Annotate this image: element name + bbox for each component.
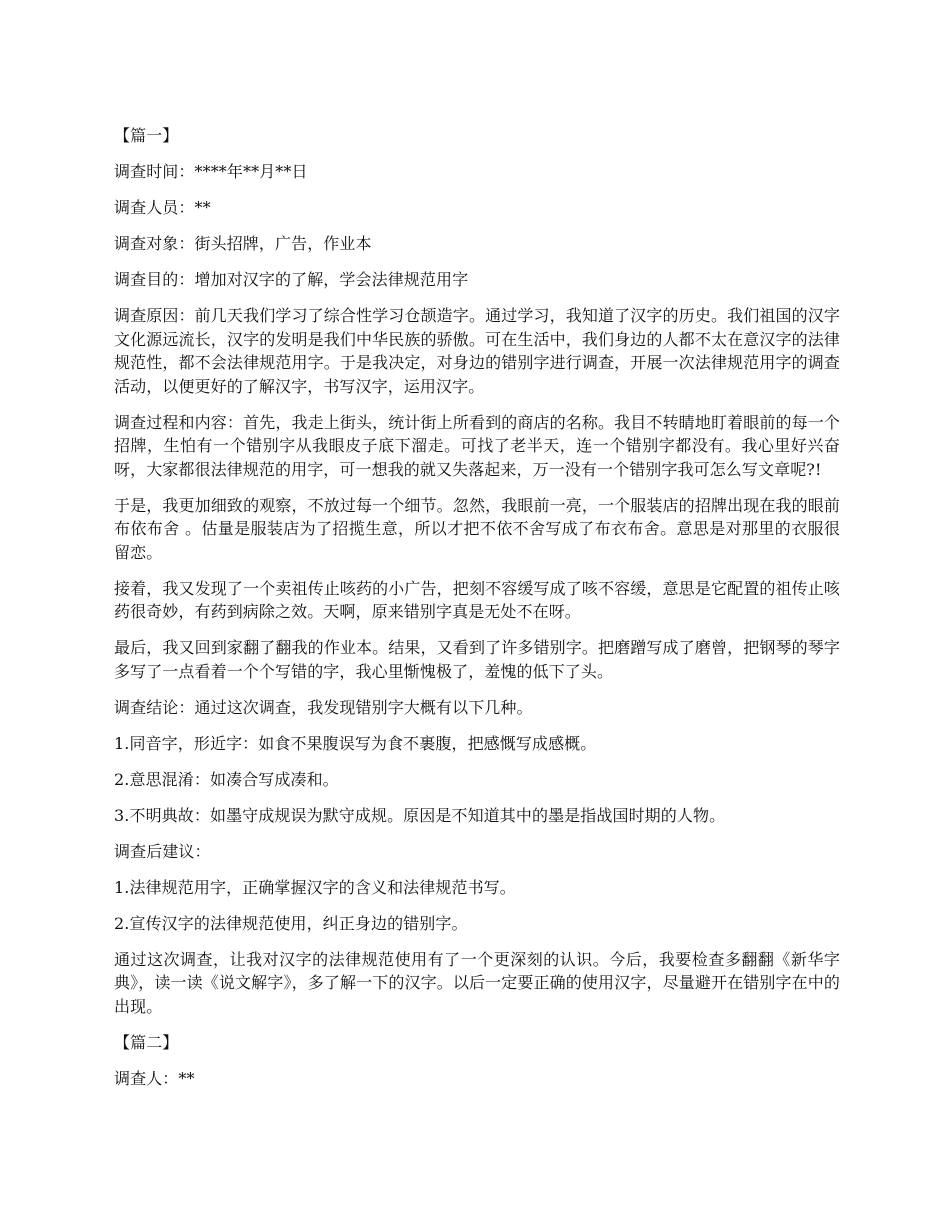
surveyor-line: 调查人员：** xyxy=(114,198,211,217)
survey-subject-line: 调查对象：街头招牌，广告，作业本 xyxy=(114,234,372,253)
section-heading-part-one: 【篇一】 xyxy=(114,126,179,145)
survey-time-line: 调查时间：****年**月**日 xyxy=(114,162,308,181)
list-item: 1.同音字，形近字：如食不果腹误写为食不裹腹，把感慨写成感概。 xyxy=(114,733,597,753)
body-paragraph: 于是，我更加细致的观察，不放过每一个细节。忽然，我眼前一亮，一个服装店的招牌出现在我的眼前布依布舍 。估量是服装店为了招揽生意，所以才把不依不舍写成了布衣布舍。意思是对那里的衣服很留恋。 xyxy=(114,495,840,562)
survey-process-paragraph: 调查过程和内容：首先，我走上街头，统计街上所看到的商店的名称。我目不转睛地盯着眼前的每一个招牌，生怕有一个错别字从我眼皮子底下溜走。可找了老半天，连一个错别字都没有。我心里好兴奋呀，大家都很法律规范的用字，可一想我的就又失落起来，万一没有一个错别字我可怎么写文章呢?! xyxy=(114,412,840,479)
list-item: 3.不明典故：如墨守成规误为默守成规。原因是不知道其中的墨是指战国时期的人物。 xyxy=(114,805,726,825)
body-paragraph: 最后，我又回到家翻了翻我的作业本。结果，又看到了许多错别字。把磨蹭写成了磨曾，把钢琴的琴字多写了一点看着一个个写错的字，我心里惭愧极了，羞愧的低下了头。 xyxy=(114,638,840,681)
closing-paragraph: 通过这次调查，让我对汉字的法律规范使用有了一个更深刻的认识。今后，我要检查多翻翻《新华字典》，读一读《说文解字》，多了解一下的汉字。以后一定要正确的使用汉字，尽量避开在错别字在中的出现。 xyxy=(114,949,840,1016)
list-item: 2.宣传汉字的法律规范使用，纠正身边的错别字。 xyxy=(114,913,468,933)
survey-conclusion-line: 调查结论：通过这次调查，我发现错别字大概有以下几种。 xyxy=(114,697,533,717)
survey-reason-paragraph: 调查原因：前几天我们学习了综合性学习仓颉造字。通过学习，我知道了汉字的历史。我们祖国的汉字文化源远流长，汉字的发明是我们中华民族的骄傲。可在生活中，我们身边的人都不太在意汉字的法律规范性，都不会法律规范用字。于是我决定，对身边的错别字进行调查，开展一次法律规范用字的调查活动，以便更好的了解汉字，书写汉字，运用汉字。 xyxy=(114,306,840,396)
suggestions-heading: 调查后建议： xyxy=(114,841,211,861)
section-heading-part-two: 【篇二】 xyxy=(114,1032,179,1052)
list-item: 1.法律规范用字，正确掌握汉字的含义和法律规范书写。 xyxy=(114,877,516,897)
document-body xyxy=(114,124,840,1103)
surveyor-line: 调查人：** xyxy=(114,1068,195,1088)
list-item: 2.意思混淆：如凑合写成凑和。 xyxy=(114,769,339,789)
body-paragraph: 接着，我又发现了一个卖祖传止咳药的小广告，把刻不容缓写成了咳不容缓，意思是它配置的祖传止咳药很奇妙，有药到病除之效。天啊，原来错别字真是无处不在呀。 xyxy=(114,578,840,621)
survey-purpose-line: 调查目的：增加对汉字的了解，学会法律规范用字 xyxy=(114,270,469,289)
